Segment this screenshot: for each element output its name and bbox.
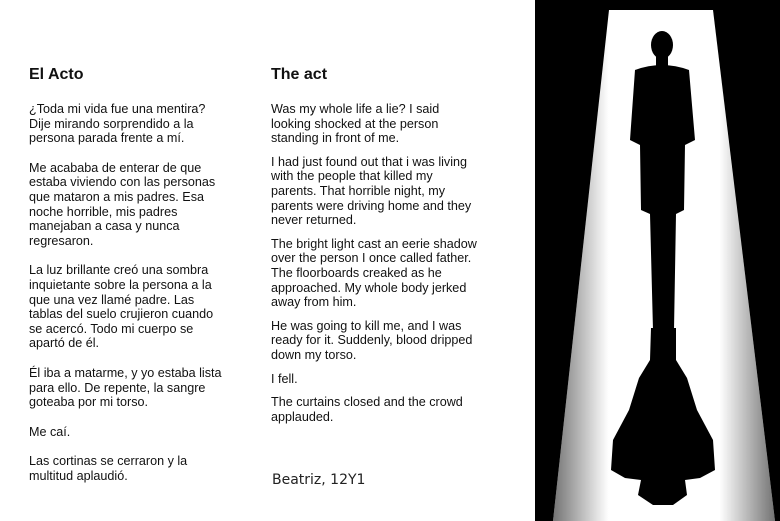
- spanish-paragraph-1: ¿Toda mi vida fue una mentira? Dije mirando sorprendido a la persona parada frente a mí.: [29, 102, 206, 146]
- doorway-silhouette-image: [535, 0, 780, 521]
- spanish-paragraph-5: Me caí.: [29, 424, 71, 439]
- english-paragraph-6: The curtains closed and the crowd applauded.: [271, 395, 463, 424]
- spanish-title: El Acto: [29, 66, 84, 83]
- english-paragraph-4: He was going to kill me, and I was ready for it. Suddenly, blood dripped down my torso.: [271, 318, 473, 362]
- english-title: The act: [271, 66, 328, 83]
- spanish-column: [29, 65, 254, 498]
- spanish-paragraph-2: Me acababa de enterar de que estaba viviendo con las personas que mataron a mis padres. Esa noche horrible, mis padres manejaban a casa y nunca regresaron.: [29, 160, 216, 248]
- english-paragraph-5: I fell.: [271, 371, 298, 386]
- english-paragraph-1: Was my whole life a lie? I said looking shocked at the person standing in front of me.: [271, 102, 440, 146]
- english-paragraph-2: I had just found out that i was living with the people that killed my parents. That horrible night, my parents were driving home and they never returned.: [271, 154, 472, 228]
- spanish-paragraph-4: Él iba a matarme, y yo estaba lista para ello. De repente, la sangre goteaba por mi torso.: [29, 365, 222, 410]
- english-column: [271, 65, 511, 433]
- author-signature: Beatriz, 12Y1: [272, 472, 366, 488]
- english-paragraph-3: The bright light cast an eerie shadow over the person I once called father. The floorboards creaked as he approached. My whole body jerked away from him.: [271, 236, 477, 310]
- silhouette-illustration: [535, 0, 780, 521]
- spanish-paragraph-6: Las cortinas se cerraron y la multitud aplaudió.: [29, 454, 188, 483]
- spanish-paragraph-3: La luz brillante creó una sombra inquietante sobre la persona a la que una vez llamé padre. Las tablas del suelo crujieron cuando se acercó. Todo mi cuerpo se apartó de él.: [29, 263, 214, 351]
